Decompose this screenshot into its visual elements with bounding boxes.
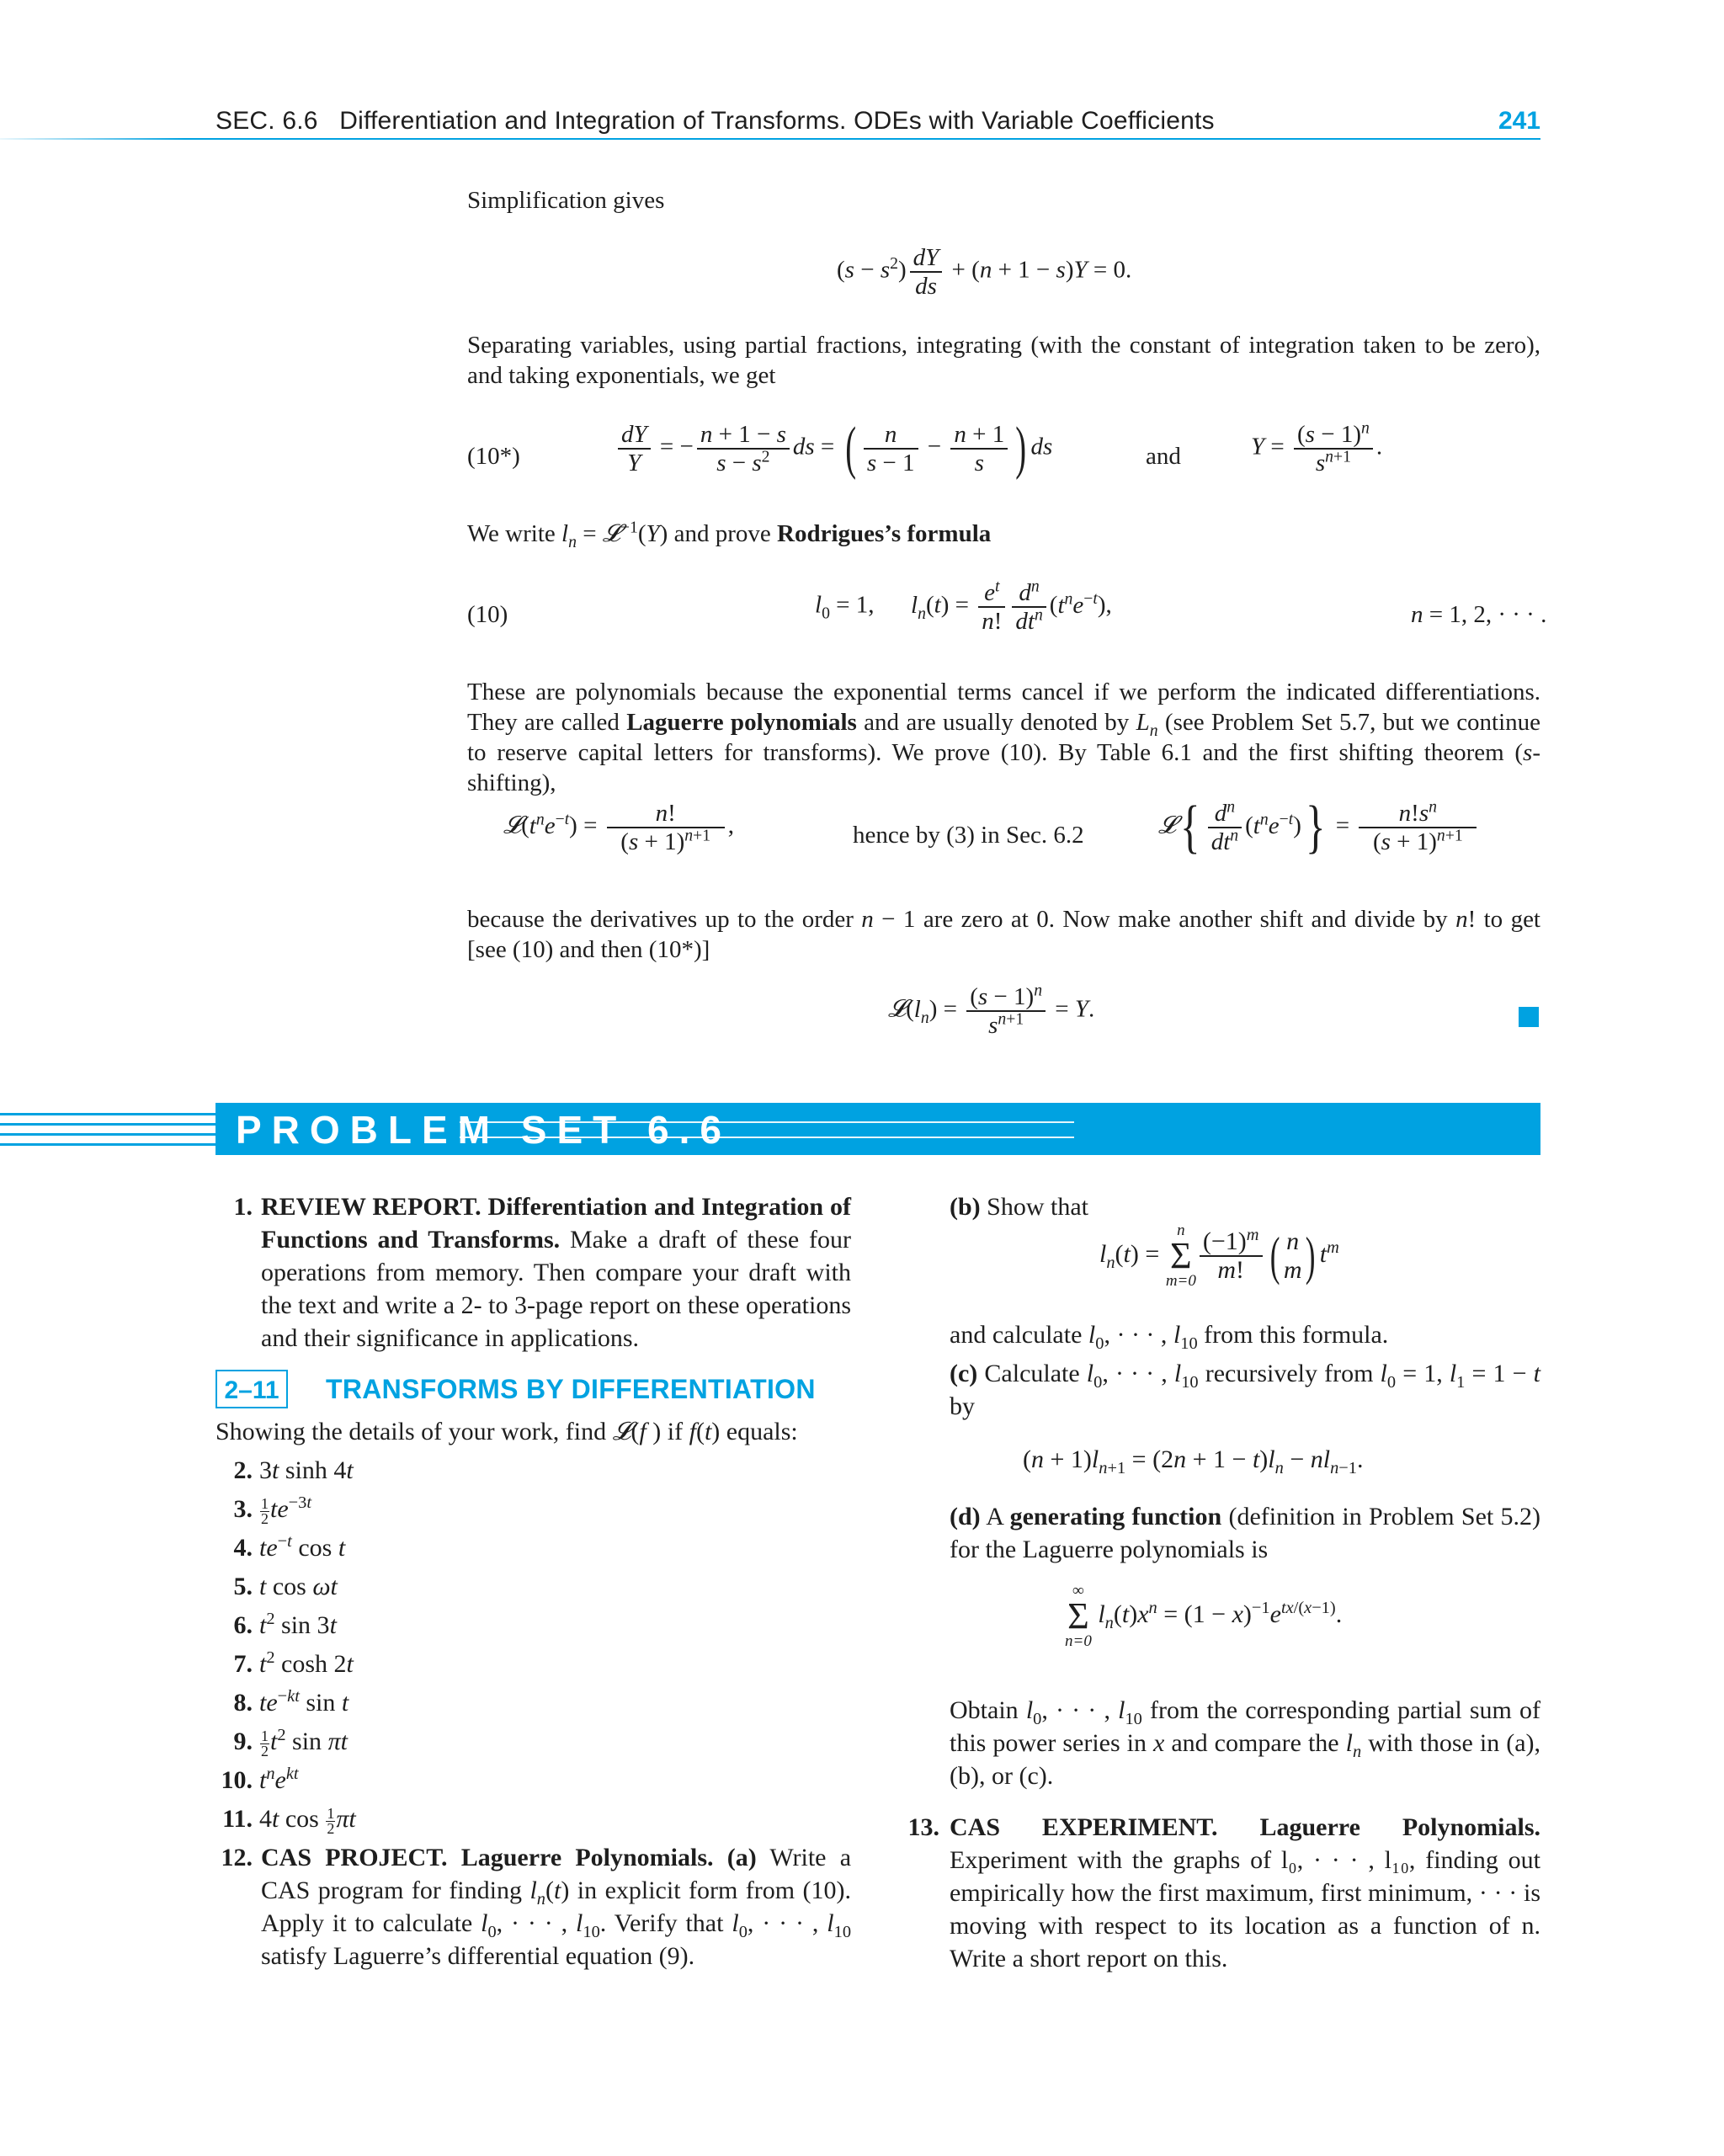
- problem-4-number: 4.: [233, 1534, 253, 1562]
- equation-generating-function: ∞ Σ n=0 $l_n(t)x^n = (1 - x)^{-1}e^{tx/(x-1)}$.: [1065, 1582, 1343, 1650]
- section-intro: Showing the details of your work, find 𝓛(f ) if f(t) equals:: [216, 1418, 798, 1445]
- problem-12-text-2: in explicit form from (10). Apply it to calculate: [261, 1877, 851, 1937]
- poly-text-4: -shifting),: [467, 739, 1540, 796]
- paragraph-simplification: Simplification gives: [467, 187, 665, 214]
- equation-transform-derivative: 𝓛{ $\frac{d^n}{dt^n}$ $(t^ne^{-t})$} = $\frac{n!s^n}{(s + 1)^{n+1}}$: [1158, 800, 1480, 855]
- obtain-text-3: and compare the: [1171, 1729, 1339, 1757]
- problem-12-title: CAS PROJECT. Laguerre Polynomials. (a): [261, 1844, 757, 1871]
- problem-11: 11. 4t cos $\frac{1}{2}$ πt: [216, 1802, 356, 1836]
- equation-10star: $\frac{dY}{Y}$ = − $\frac{n + 1 - s}{s - s^2}$ ds = ( $\frac{n}{s - 1}$ − $\frac{n + 1}{s}$ ) ds: [615, 421, 1052, 476]
- part-d: (d) A generating function (definition in Problem Set 5.2) for the Laguerre polynomials is: [950, 1503, 1541, 1563]
- obtain-text-4: with those in (a), (b), or (c).: [950, 1729, 1541, 1790]
- chapter-title: Differentiation and Integration of Transforms. ODEs with Variable Coefficients: [339, 107, 1215, 135]
- problem-12: [216, 1841, 851, 1976]
- problem-12-text: CAS PROJECT. Laguerre Polynomials. (a) Write a CAS program for finding $l_n(t)$ in explicit form from (10). Apply it to calculate $l_0$, · · · , $l_{10}$. Verify that $l_0$, · · · , $l_{10}$ satisfy Laguerre’s differential equation (9).: [261, 1844, 852, 1970]
- section-label: SEC. 6.6: [216, 107, 318, 135]
- part-b-after-text-2: from this formula.: [1204, 1321, 1389, 1349]
- obtain-text-1: Obtain: [950, 1696, 1019, 1724]
- problem-4: 4. $te^{-t}$ cos t: [216, 1531, 345, 1564]
- equation-Y: Y = $\frac{(s - 1)^n}{s^{n+1}}$ .: [1251, 418, 1383, 476]
- part-b-text: Show that: [987, 1193, 1089, 1221]
- problem-1-body: Make a draft of these four operations from memory. Then compare your draft with the text and write a 2- to 3-page report on these operations and their significance in applications.: [261, 1226, 852, 1352]
- section-intro-text-3: equals:: [726, 1418, 798, 1445]
- n-range: n = 1, 2, · · · .: [1411, 601, 1547, 628]
- section-title: TRANSFORMS BY DIFFERENTIATION: [326, 1374, 816, 1404]
- problem-8: 8. $te^{-kt}$ sin t: [216, 1686, 349, 1719]
- header-rule: [0, 138, 1540, 140]
- problem-6: 6. $t^2$ sin 3t: [216, 1609, 337, 1642]
- equation-number-10: (10): [467, 601, 508, 628]
- part-c-text-3: by: [950, 1392, 975, 1420]
- problem-11-number: 11.: [222, 1805, 253, 1833]
- qed-square: [1519, 1007, 1539, 1027]
- part-b-after: and calculate $l_0$, · · · , $l_{10}$ from this formula.: [950, 1321, 1389, 1353]
- poly-text-2: and are usually denoted by: [864, 709, 1130, 736]
- equation-final: $𝓛(l_n)$ = $\frac{(s - 1)^n}{s^{n+1}}$ = Y.: [888, 981, 1095, 1039]
- generating-function-term: generating function: [1009, 1503, 1222, 1530]
- problem-1-title: REVIEW REPORT. Differentiation and Integration of Functions and Transforms.: [261, 1193, 851, 1254]
- section-range-box: 2–11: [216, 1370, 288, 1408]
- rodrigues-label: Rodrigues’s formula: [777, 520, 992, 547]
- part-d-label: (d): [950, 1503, 981, 1530]
- problem-1-text: [261, 1190, 851, 1355]
- and-word: and: [1146, 443, 1181, 470]
- part-b-label: (b): [950, 1193, 981, 1221]
- part-c-text: Calculate: [984, 1360, 1080, 1387]
- part-d-obtain: Obtain $l_0$, · · · , $l_{10}$ from the corresponding partial sum of this power series in x and compare the $l_n$ with those in (a), (b), or (c).: [950, 1696, 1541, 1790]
- equation-transform-tn: $𝓛(t^ne^{-t})$ = $\frac{n!}{(s + 1)^{n+1}}$ ,: [503, 800, 734, 855]
- problem-12-text-3: Verify that: [614, 1909, 724, 1937]
- problem-12b: [950, 1190, 1088, 1223]
- because-text-3: to get [see (10) and then (10*)]: [467, 906, 1540, 963]
- problem-13-text: [950, 1811, 1540, 1975]
- problem-13-body: Experiment with the graphs of l₀, · · · , l₁₀, finding out empirically how the first maximum, first minimum, · · · is moving with respect to its location as a function of n. Write a short report on this.: [950, 1846, 1540, 1972]
- part-c-text-2: recursively from: [1205, 1360, 1374, 1387]
- equation-recursion: $(n + 1)l_{n+1} = (2n + 1 - t)l_n - nl_{n-1}$.: [1023, 1445, 1364, 1477]
- problem-12-text-4: satisfy Laguerre’s differential equation (9).: [261, 1942, 695, 1970]
- problem-9-number: 9.: [233, 1727, 253, 1755]
- part-d-text: (definition in Problem Set 5.2) for the Laguerre polynomials is: [950, 1503, 1541, 1563]
- equation-explicit-ln: $l_n(t)$ = n Σ m=0 $\frac{(-1)^m}{m!}$ ( n m ) $t^m$: [1099, 1222, 1339, 1290]
- because-text-2: are zero at 0. Now make another shift and divide by: [923, 906, 1448, 933]
- obtain-text-2: from the corresponding partial sum of this power series in: [950, 1696, 1540, 1757]
- paragraph-separating: Separating variables, using partial fractions, integrating (with the constant of integration taken to be zero), and taking exponentials, we get: [467, 332, 1540, 389]
- we-write-mid: and prove: [673, 520, 771, 547]
- problem-13-title: CAS EXPERIMENT. Laguerre Polynomials.: [950, 1813, 1540, 1841]
- running-head: [216, 106, 1215, 136]
- we-write-line: We write $l_n$ = 𝓛$^{-1}$(Y) and prove Rodrigues’s formula: [467, 518, 992, 551]
- problem-7: 7. $t^2$ cosh 2t: [216, 1648, 354, 1680]
- part-c-label: (c): [950, 1360, 978, 1387]
- problem-5-number: 5.: [233, 1573, 253, 1600]
- problem-set-title: PROBLEM SET 6.6: [236, 1108, 732, 1152]
- equation-number-10star: (10*): [467, 443, 520, 470]
- problem-2-number: 2.: [233, 1456, 253, 1484]
- problem-1: [216, 1190, 852, 1352]
- equation-ode: $(s - s^2)$ $\frac{dY}{ds}$ + (n + 1 − s)Y = 0.: [837, 244, 1132, 300]
- part-b-after-text: and calculate: [950, 1321, 1083, 1349]
- we-write-prefix: We write: [467, 520, 556, 547]
- problem-13: [902, 1811, 1540, 1972]
- paragraph-because: because the derivatives up to the order n − 1 are zero at 0. Now make another shift and divide by n! to get [see (10) and then (10*)]: [467, 906, 1540, 963]
- problem-1-number: 1.: [233, 1193, 253, 1221]
- problem-13-number: 13.: [907, 1813, 939, 1841]
- problem-3: 3. $\frac{1}{2}$ $te^{-3t}$: [216, 1493, 311, 1526]
- equation-10-rodrigues: $l_0 = 1$, $l_n(t)$ = $\frac{e^t}{n!}$ $\frac{d^n}{dt^n}$ $(t^ne^{-t})$,: [815, 577, 1112, 635]
- poly-text-1: These are polynomials because the exponential terms cancel if we perform the indicated differentiations. They are called: [467, 679, 1540, 736]
- problem-6-number: 6.: [233, 1611, 253, 1639]
- problem-5: 5. t cos ωt: [216, 1570, 338, 1603]
- problem-12-text-1: Write a CAS program for finding: [261, 1844, 852, 1904]
- problem-10: 10. $t^ne^{kt}$: [216, 1764, 299, 1797]
- section-intro-text-2: if: [667, 1418, 684, 1445]
- problem-2: 2. 3t sinh 4t: [216, 1454, 354, 1487]
- problem-10-number: 10.: [221, 1766, 253, 1794]
- section-intro-text-1: Showing the details of your work, find: [216, 1418, 607, 1445]
- poly-text-3: (see Problem Set 5.7, but we continue to reserve capital letters for transforms). We prove (10). By Table 6.1 and the first shifting theorem (: [467, 709, 1541, 766]
- problem-9: 9. $\frac{1}{2}$ $t^2$ sin πt: [216, 1725, 348, 1759]
- because-text-1: because the derivatives up to the order: [467, 906, 854, 933]
- hence-text: hence by (3) in Sec. 6.2: [853, 822, 1084, 849]
- paragraph-polynomials: These are polynomials because the exponential terms cancel if we perform the indicated differentiations. They are called Laguerre polynomials and are usually denoted by $L_n$ (see Problem Set 5.7, but we continue to reserve capital letters for transforms). We prove (10). By Table 6.1 and the first shifting theorem (s-shifting),: [467, 679, 1541, 796]
- laguerre-term: Laguerre polynomials: [626, 709, 857, 736]
- part-c: (c) Calculate $l_0$, · · · , $l_{10}$ recursively from $l_0 = 1$, $l_1 = 1 - t$ by: [950, 1360, 1540, 1420]
- problem-12-number: 12.: [221, 1844, 253, 1871]
- problem-7-number: 7.: [233, 1650, 253, 1678]
- problem-3-number: 3.: [233, 1495, 253, 1523]
- problem-8-number: 8.: [233, 1689, 253, 1717]
- page-number: 241: [1498, 107, 1540, 135]
